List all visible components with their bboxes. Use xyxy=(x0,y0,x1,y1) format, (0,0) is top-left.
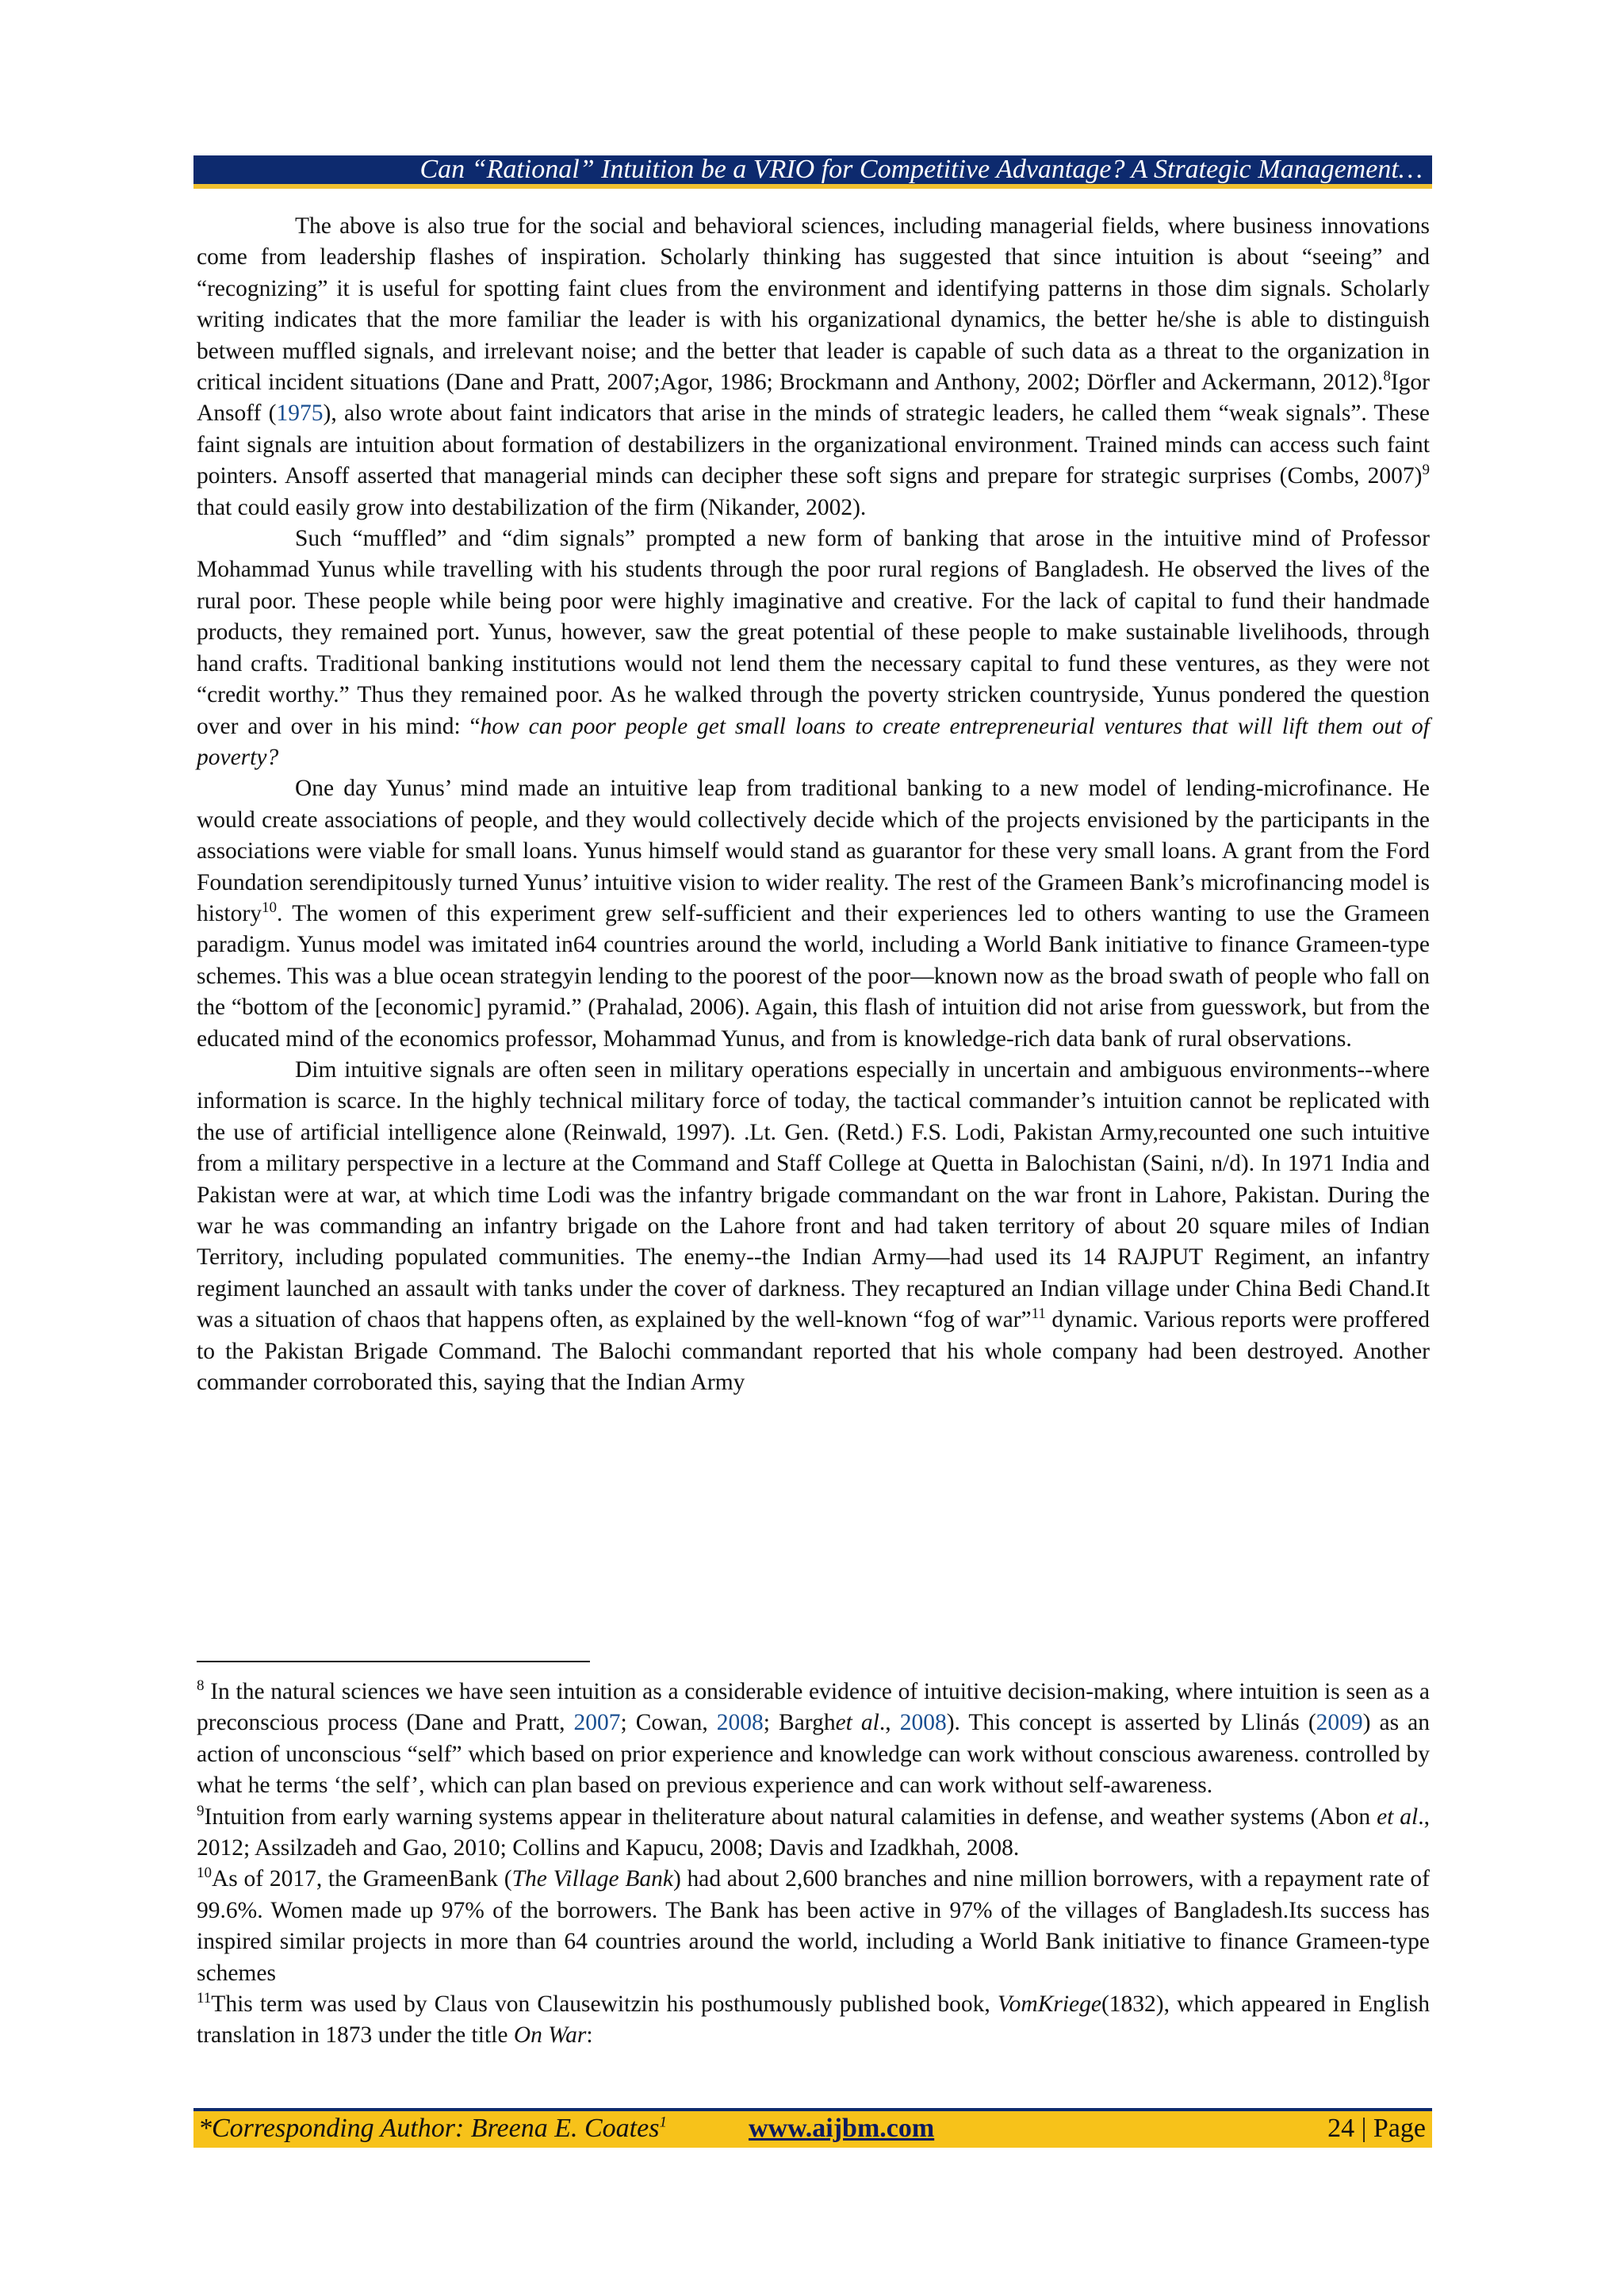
paragraph-weak-signals xyxy=(197,211,1430,523)
text-span: ; Bargh xyxy=(763,1710,836,1736)
paragraph-microfinance xyxy=(197,773,1430,1055)
text-span: This term was used by Claus von Clausewitzin his posthumously published book, xyxy=(211,1991,998,2018)
text-span: that could easily grow into destabilization of the firm (Nikander, 2002). xyxy=(197,494,867,520)
footnote-ref-9[interactable]: 9 xyxy=(1422,462,1430,479)
italic-question: how can poor people get small loans to create entrepreneurial ventures that will lift them out of poverty? xyxy=(197,713,1430,770)
footnote-divider xyxy=(197,1661,590,1662)
italic-text: VomKriege xyxy=(997,1991,1101,2018)
italic-text: On War xyxy=(513,2022,587,2049)
header-title: Can “Rational” Intuition be a VRIO for Competitive Advantage? A Strategic Management… xyxy=(419,155,1423,184)
footnote-ref-10[interactable]: 10 xyxy=(261,899,277,917)
corresponding-author xyxy=(198,2111,667,2146)
text-span: Intuition from early warning systems appear in theliterature about natural calamities in defense, and weather systems (Abon xyxy=(204,1803,1377,1830)
footnote-number: 10 xyxy=(197,1865,212,1882)
citation-link[interactable]: 2008 xyxy=(716,1710,764,1736)
running-header xyxy=(193,155,1432,189)
text-span: Igor Ansoff ( xyxy=(197,370,1430,427)
footnote-number: 11 xyxy=(197,1990,212,2007)
author-affiliation-sup: 1 xyxy=(659,2114,667,2131)
citation-link[interactable]: 2009 xyxy=(1316,1710,1363,1736)
text-span: Dim intuitive signals are often seen in military operations especially in uncertain and ambiguous environments--where information is scarce. In the highly technical military force of today, the tactical commander’s intuition cannot be replicated with the use of artificial intelligence alone (Reinwald, 1997). .Lt. Gen. (Retd.) F.S. Lodi, Pakistan Army,recounted one such intuitive from a military perspective in a lecture at the Command and Staff College at Quetta in Balochistan (Saini, n/d). In 1971 India and Pakistan were at war, at which time Lodi was the infantry brigade commandant on the war front in Lahore, Pakistan. During the war he was commanding an infantry brigade on the Lahore front and had taken territory of about 20 square miles of Indian Territory, including populated communities. The enemy--the Indian Army—had used its 14 RAJPUT Regiment, an infantry regiment launched an assault with tanks under the cover of darkness. They recaptured an Indian village under China Bedi Chand.It was a situation of chaos that happens often, as explained by the well-known “fog of war” xyxy=(197,1056,1430,1333)
italic-text: et al xyxy=(835,1710,879,1736)
page-footer xyxy=(193,2108,1432,2148)
page-number: 24 | Page xyxy=(1327,2114,1426,2143)
text-span: In the natural sciences we have seen intuition as a considerable evidence of intuitive decision-making, where intuition is seen as a preconscious process (Dane and Pratt, xyxy=(197,1679,1430,1736)
text-span: One day Yunus’ mind made an intuitive leap from traditional banking to a new model of lending-microfinance. He would create associations of people, and they would collectively decide which of the projects envisioned by the participants in the associations were viable for small loans. Yunus himself would stand as guarantor for these very small loans. A grant from the Ford Foundation serendipitously turned Yunus’ intuitive vision to wider reality. The rest of the Grameen Bank’s microfinancing model is history xyxy=(197,776,1430,926)
text-span: ). This concept is asserted by Llinás ( xyxy=(946,1710,1316,1736)
text-span: . The women of this experiment grew self-sufficient and their experiences led to others wanting to use the Grameen paradigm. Yunus model was imitated in64 countries around the world, including a World Bank initiative to finance Grameen-type schemes. This was a blue ocean strategyin lending to the poorest of the poor—known now as the broad swath of people who fall on the “bottom of the [economic] pyramid.” (Prahalad, 2006). Again, this flash of intuition did not arise from guesswork, but from the educated mind of the economics professor, Mohammad Yunus, and from is knowledge-rich data bank of rural observations. xyxy=(197,900,1430,1052)
website-link[interactable]: www.aijbm.com xyxy=(749,2114,935,2143)
footnote-9 xyxy=(197,1802,1430,1865)
text-span: ), also wrote about faint indicators that arise in the minds of strategic leaders, he called them “weak signals”. These faint signals are intuition about formation of destabilizers in the organizational environment. Trained minds can access such faint pointers. Ansoff asserted that managerial minds can decipher these soft signs and prepare for strategic surprises (Combs, 2007) xyxy=(197,401,1430,489)
text-span: ) had about 2,600 branches and nine million borrowers, with a repayment rate of 99.6%. Women made up 97% of the borrowers. The Bank has been active in 97% of the villages of Bangladesh.Its success has inspired similar projects in more than 64 countries around the world, including a World Bank initiative to finance Grameen-type schemes xyxy=(197,1866,1430,1986)
text-span: Such “muffled” and “dim signals” prompted a new form of banking that arose in the intuitive mind of Professor Mohammad Yunus while travelling with his students through the poor rural regions of Bangladesh. He observed the lives of the rural poor. These people while being poor were highly imaginative and creative. For the lack of capital to fund their handmade products, they remained port. Yunus, however, saw the great potential of these people to make sustainable livelihoods, through hand crafts. Traditional banking institutions would not lend them the necessary capital to fund these ventures, as they were not “credit worthy.” Thus they remained poor. As he walked through the poverty stricken countryside, Yunus pondered the question over and over in his mind: “ xyxy=(197,526,1430,739)
footnote-number: 8 xyxy=(197,1677,205,1695)
footnotes xyxy=(197,1677,1430,2052)
citation-link-1975[interactable]: 1975 xyxy=(276,401,324,427)
citation-link[interactable]: 2007 xyxy=(573,1710,621,1736)
footnote-11 xyxy=(197,1989,1430,2052)
footnote-8 xyxy=(197,1677,1430,1802)
text-span: : xyxy=(586,2022,593,2049)
citation-link[interactable]: 2008 xyxy=(899,1710,947,1736)
text-span: ) as an action of unconscious “self” which based on prior experience and knowledge can work without conscious awareness. controlled by what he terms ‘the self’, which can plan based on previous experience and can work without self-awareness. xyxy=(197,1710,1430,1799)
footnote-number: 9 xyxy=(197,1802,205,1819)
footnote-10 xyxy=(197,1864,1430,1989)
text-span: The above is also true for the social and behavioral sciences, including managerial fields, where business innovations come from leadership flashes of inspiration. Scholarly thinking has suggested that since intuition is about “seeing” and “recognizing” it is useful for spotting faint clues from the environment and identifying patterns in those dim signals. Scholarly writing indicates that the more familiar the leader is with his organizational dynamics, the better he/she is able to distinguish between muffled signals, and irrelevant noise; and the better that leader is capable of such data as a threat to the organization in critical incident situations (Dane and Pratt, 2007;Agor, 1986; Brockmann and Anthony, 2002; Dörfler and Ackermann, 2012). xyxy=(197,213,1430,396)
text-span: ., xyxy=(879,1710,900,1736)
footnote-ref-11[interactable]: 11 xyxy=(1031,1305,1046,1323)
italic-text: et al xyxy=(1377,1803,1419,1830)
author-text: *Corresponding Author: Breena E. Coates xyxy=(198,2114,660,2143)
footnote-ref-8[interactable]: 8 xyxy=(1383,368,1391,385)
body-text xyxy=(197,211,1430,1398)
text-span: ., 2012; Assilzadeh and Gao, 2010; Collins and Kapucu, 2008; Davis and Izadkhah, 2008. xyxy=(197,1803,1430,1861)
paragraph-yunus xyxy=(197,523,1430,773)
italic-text: The Village Bank xyxy=(511,1866,673,1892)
text-span: As of 2017, the GrameenBank ( xyxy=(212,1866,512,1892)
text-span: (1832), which appeared in English translation in 1873 under the title xyxy=(197,1991,1430,2049)
paragraph-military xyxy=(197,1055,1430,1398)
text-span: dynamic. Various reports were proffered to the Pakistan Brigade Command. The Balochi commandant reported that his whole company had been destroyed. Another commander corroborated this, saying that the Indian Army xyxy=(197,1307,1430,1396)
text-span: ; Cowan, xyxy=(620,1710,717,1736)
